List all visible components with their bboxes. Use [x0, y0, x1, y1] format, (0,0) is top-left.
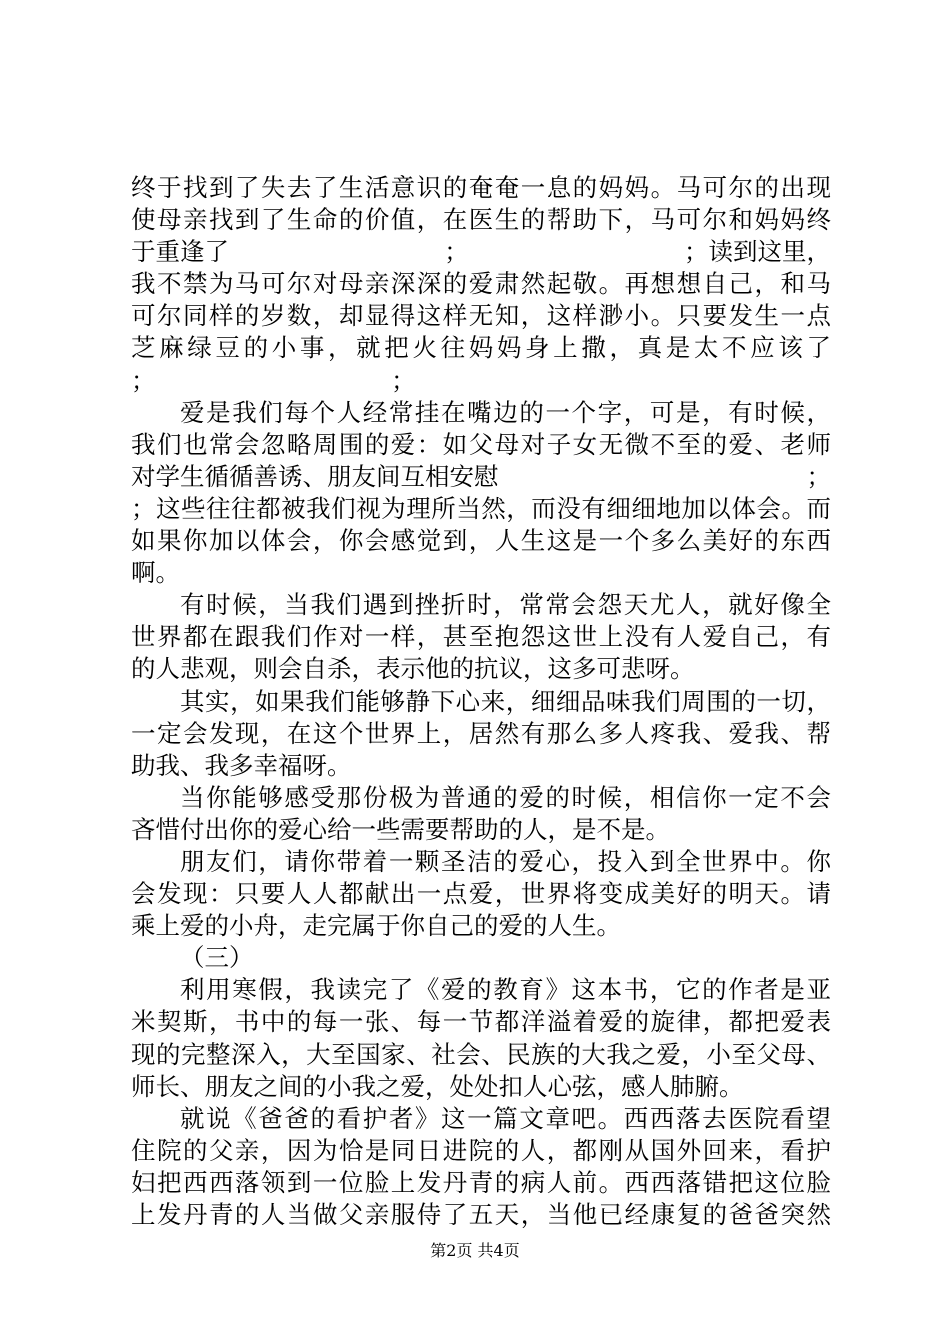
- text-line: ；这些往往都被我们视为理所当然，而没有细细地加以体会。而: [131, 493, 831, 523]
- text-line: [131, 461, 831, 493]
- text-line: 的人悲观，则会自杀，表示他的抗议，这多可悲呀。: [131, 654, 695, 684]
- text-line: 就说《爸爸的看护者》这一篇文章吧。西西落去医院看望: [180, 1103, 831, 1133]
- text-fragment: ；读到这里，: [684, 237, 831, 267]
- text-fragment: ；: [131, 365, 156, 395]
- text-line: 朋友们，请你带着一颗圣洁的爱心，投入到全世界中。你: [180, 846, 831, 876]
- text-line: 爱是我们每个人经常挂在嘴边的一个字，可是，有时候，: [180, 397, 831, 427]
- text-line: 乘上爱的小舟，走完属于你自己的爱的人生。: [131, 911, 621, 941]
- page-footer: [0, 1241, 950, 1261]
- text-line: 啊。: [131, 558, 180, 588]
- text-line: [131, 365, 831, 397]
- text-line: 会发现：只要人人都献出一点爱，世界将变成美好的明天。请: [131, 879, 831, 909]
- text-line: 其实，如果我们能够静下心来，细细品味我们周围的一切，: [180, 686, 831, 716]
- page-number: 第2页 共4页: [430, 1241, 520, 1260]
- text-fragment: ；: [806, 461, 831, 491]
- text-line: 一定会发现，在这个世界上，居然有那么多人疼我、爱我、帮: [131, 718, 831, 748]
- text-line: 芝麻绿豆的小事，就把火往妈妈身上撒，真是太不应该了: [131, 333, 831, 363]
- text-line: 米契斯，书中的每一张、每一节都洋溢着爱的旋律，都把爱表: [131, 1007, 831, 1037]
- text-line: 现的完整深入，大至国家、社会、民族的大我之爱，小至父母、: [131, 1039, 831, 1069]
- text-fragment: 于重逢了: [131, 237, 229, 267]
- text-line: 住院的父亲，因为恰是同日进院的人，都刚从国外回来，看护: [131, 1135, 831, 1165]
- text-line: 吝惜付出你的爱心给一些需要帮助的人，是不是。: [131, 814, 670, 844]
- body-text: [131, 172, 831, 1231]
- text-line: 我不禁为马可尔对母亲深深的爱肃然起敬。再想想自己，和马: [131, 269, 831, 299]
- text-line: 师长、朋友之间的小我之爱，处处扣人心弦，感人肺腑。: [131, 1071, 744, 1101]
- text-line: 终于找到了失去了生活意识的奄奄一息的妈妈。马可尔的出现: [131, 173, 831, 202]
- text-line: 如果你加以体会，你会感觉到，人生这是一个多么美好的东西: [131, 526, 831, 556]
- text-fragment: 对学生循循善诱、朋友间互相安慰: [131, 461, 499, 491]
- text-line: 上发丹青的人当做父亲服侍了五天，当他已经康复的爸爸突然: [131, 1200, 831, 1229]
- text-line: 我们也常会忽略周围的爱：如父母对子女无微不至的爱、老师: [131, 429, 831, 459]
- section-heading: （三）: [180, 943, 254, 973]
- text-line: 助我、我多幸福呀。: [131, 750, 352, 780]
- text-line: 妇把西西落领到一位脸上发丹青的病人前。西西落错把这位脸: [131, 1167, 831, 1197]
- text-fragment: ；: [444, 237, 469, 267]
- text-line: 世界都在跟我们作对一样，甚至抱怨这世上没有人爱自己，有: [131, 622, 831, 652]
- text-line: 可尔同样的岁数，却显得这样无知，这样渺小。只要发生一点: [131, 301, 831, 331]
- text-line: 当你能够感受那份极为普通的爱的时候，相信你一定不会: [180, 782, 831, 812]
- text-line: 使母亲找到了生命的价值，在医生的帮助下，马可尔和妈妈终: [131, 205, 831, 235]
- text-fragment: ；: [391, 365, 416, 395]
- text-line: 利用寒假，我读完了《爱的教育》这本书，它的作者是亚: [180, 975, 831, 1005]
- text-line: [131, 236, 831, 268]
- text-line: 有时候，当我们遇到挫折时，常常会怨天尤人，就好像全: [180, 590, 831, 620]
